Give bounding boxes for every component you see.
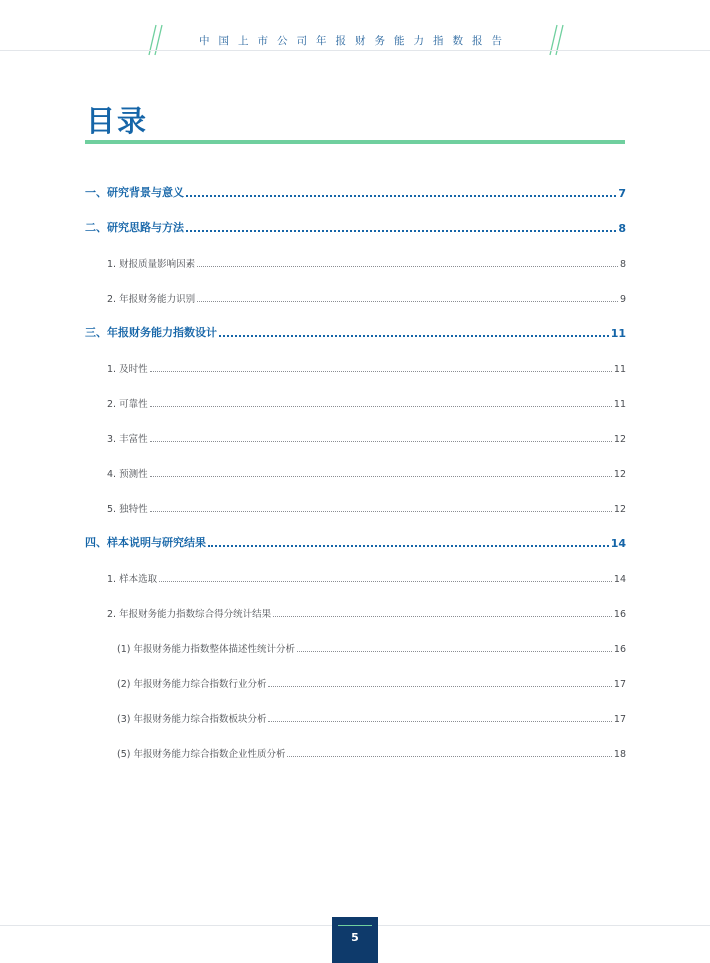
dot-leader [268, 686, 611, 687]
toc-entry-page: 14 [610, 537, 626, 550]
dot-leader [150, 441, 612, 442]
toc-entry-page: 9 [619, 294, 626, 305]
toc-entry-section[interactable] [85, 219, 626, 235]
dot-leader [150, 511, 612, 512]
toc-entry-page: 17 [613, 679, 626, 690]
toc-entry-section[interactable] [85, 534, 626, 550]
toc-entry-label: (2) 年报财务能力综合指数行业分析 [117, 679, 267, 690]
toc-entry-page: 12 [613, 434, 626, 445]
toc-entry-page: 12 [613, 469, 626, 480]
toc-entry-label: 5. 独特性 [107, 504, 148, 515]
toc-entry-page: 11 [613, 364, 626, 375]
header-divider [0, 50, 710, 51]
dot-leader [219, 335, 609, 337]
toc-entry-subsection[interactable] [107, 464, 626, 480]
toc-heading: 目录 [86, 104, 149, 138]
dot-leader [150, 476, 612, 477]
toc-entry-subsection[interactable] [107, 394, 626, 410]
toc-entry-page: 14 [613, 574, 626, 585]
page-number-badge [332, 917, 378, 963]
toc-entry-page: 18 [613, 749, 626, 760]
toc-entry-label: (3) 年报财务能力综合指数板块分析 [117, 714, 267, 725]
toc-entry-subsubsection[interactable] [117, 639, 626, 655]
toc-entry-section[interactable] [85, 184, 626, 200]
toc-entry-label: 一、研究背景与意义 [85, 186, 184, 199]
toc-entry-subsection[interactable] [107, 289, 626, 305]
toc-entry-label: 2. 可靠性 [107, 399, 148, 410]
toc-entry-label: 四、样本说明与研究结果 [85, 536, 206, 549]
double-slash-decoration [548, 24, 564, 56]
toc-entry-page: 7 [618, 187, 626, 200]
toc-entry-section[interactable] [85, 324, 626, 340]
toc-entry-subsection[interactable] [107, 604, 626, 620]
dot-leader [159, 581, 612, 582]
toc-entry-label: 2. 年报财务能力识别 [107, 294, 196, 305]
toc-entry-label: 二、研究思路与方法 [85, 221, 184, 234]
dot-leader [186, 230, 616, 232]
toc-entry-subsection[interactable] [107, 359, 626, 375]
toc-entry-subsection[interactable] [107, 569, 626, 585]
toc-entry-subsubsection[interactable] [117, 744, 626, 760]
dot-leader [186, 195, 616, 197]
toc-entry-label: 4. 预测性 [107, 469, 148, 480]
report-title: 中国上市公司年报财务能力指数报告 [199, 35, 511, 47]
toc-entry-page: 12 [613, 504, 626, 515]
toc-entry-label: 1. 样本选取 [107, 574, 158, 585]
toc-entry-label: 1. 财报质量影响因素 [107, 259, 196, 270]
toc-entry-page: 16 [613, 609, 626, 620]
dot-leader [197, 301, 618, 302]
toc-entry-subsubsection[interactable] [117, 674, 626, 690]
toc-entry-subsection[interactable] [107, 254, 626, 270]
dot-leader [150, 371, 612, 372]
toc-entry-page: 11 [610, 327, 626, 340]
toc-entry-page: 17 [613, 714, 626, 725]
dot-leader [197, 266, 618, 267]
toc-entry-subsection[interactable] [107, 429, 626, 445]
toc-entry-page: 8 [619, 259, 626, 270]
toc-entry-page: 16 [613, 644, 626, 655]
toc-entry-page: 8 [618, 222, 626, 235]
toc-entry-label: (5) 年报财务能力综合指数企业性质分析 [117, 749, 286, 760]
dot-leader [273, 616, 612, 617]
toc-entry-label: 三、年报财务能力指数设计 [85, 326, 217, 339]
heading-underline [85, 140, 625, 144]
badge-accent-line [338, 925, 372, 926]
toc-entry-subsection[interactable] [107, 499, 626, 515]
dot-leader [297, 651, 612, 652]
dot-leader [268, 721, 611, 722]
toc-entry-label: 3. 丰富性 [107, 434, 148, 445]
toc-entry-label: (1) 年报财务能力指数整体描述性统计分析 [117, 644, 295, 655]
toc-entry-label: 2. 年报财务能力指数综合得分统计结果 [107, 609, 272, 620]
dot-leader [208, 545, 609, 547]
page-number: 5 [351, 931, 359, 944]
toc-entry-subsubsection[interactable] [117, 709, 626, 725]
dot-leader [150, 406, 612, 407]
dot-leader [287, 756, 611, 757]
toc-entry-label: 1. 及时性 [107, 364, 148, 375]
toc-entry-page: 11 [613, 399, 626, 410]
page-header [0, 0, 710, 52]
